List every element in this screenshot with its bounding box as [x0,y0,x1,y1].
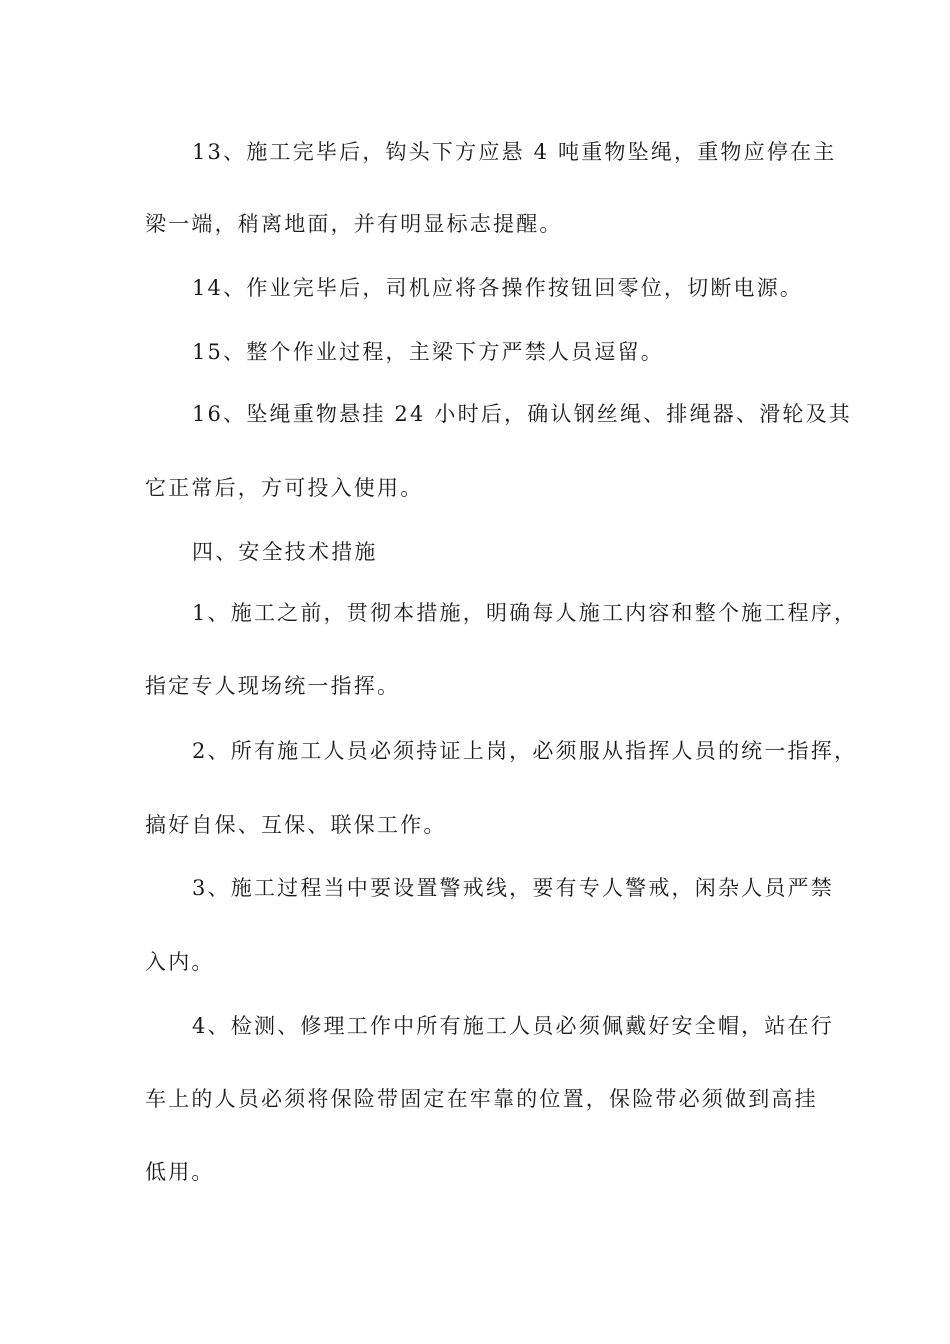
measure-4-line-1: 4、检测、修理工作中所有施工人员必须佩戴好安全帽，站在行 [192,1014,834,1038]
measure-1-line-1: 1、施工之前，贯彻本措施，明确每人施工内容和整个施工程序， [192,601,858,625]
item-13-line-2: 梁一端，稍离地面，并有明显标志提醒。 [145,212,563,236]
item-16-line-1: 16、坠绳重物悬挂 24 小时后，确认钢丝绳、排绳器、滑轮及其 [192,402,852,426]
item-16-line-2: 它正常后，方可投入使用。 [145,476,424,500]
measure-2-line-1: 2、所有施工人员必须持证上岗，必须服从指挥人员的统一指挥， [192,739,858,763]
measure-1-line-2: 指定专人现场统一指挥。 [145,674,401,698]
measure-4-line-3: 低用。 [145,1160,215,1184]
measure-2-line-2: 搞好自保、互保、联保工作。 [145,813,447,837]
item-13-line-1: 13、施工完毕后，钩头下方应悬 4 吨重物坠绳，重物应停在主 [192,140,837,164]
measure-3-line-1: 3、施工过程当中要设置警戒线，要有专人警戒，闲杂人员严禁 [192,876,834,900]
item-14-line-1: 14、作业完毕后，司机应将各操作按钮回零位，切断电源。 [192,276,804,300]
measure-3-line-2: 入内。 [145,950,215,974]
item-15-line-1: 15、整个作业过程，主梁下方严禁人员逗留。 [192,340,664,364]
measure-4-line-2: 车上的人员必须将保险带固定在牢靠的位置，保险带必须做到高挂 [145,1087,818,1111]
section-heading-safety-measures: 四、安全技术措施 [192,540,378,564]
